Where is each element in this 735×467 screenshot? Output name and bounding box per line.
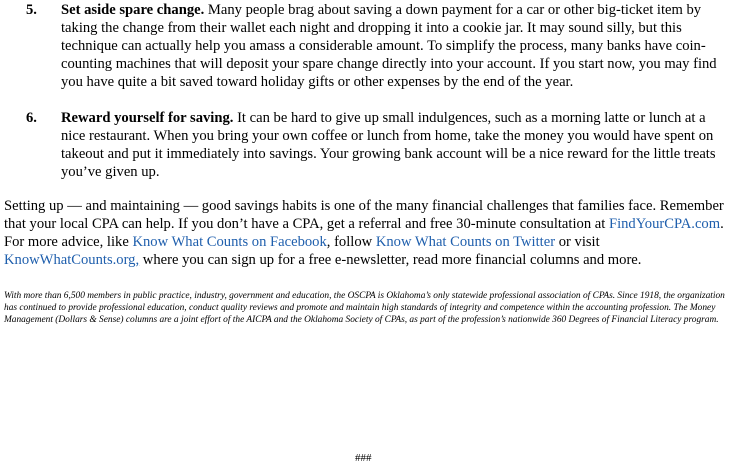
list-item-text: Many people brag about saving a down payment for a car or other big-ticket item by taking the change from their wallet each night and dropping it into a cookie jar. It may sound silly, but this technique can actually help you amass a considerable amount. To simplify the process, many banks have coin-counting machines that will deposit your spare change directly into your account. If you start now, you may find you have quite a bit saved toward holiday gifts or other expenses by the end of the year. xyxy=(61,2,717,90)
knowwhatcounts-link[interactable]: KnowWhatCounts.org xyxy=(4,252,136,268)
closing-paragraph xyxy=(4,197,732,269)
twitter-link[interactable]: Know What Counts on Twitter xyxy=(375,234,556,250)
list-item-text: It can be hard to give up small indulgences, such as a morning latte or lunch at a nice restaurant. When you bring your own coffee or lunch from home, take the money you would have spent on takeout and put it immediately into savings. Your growing bank account will be a nice reward for the little treats you’ve given up. xyxy=(61,110,716,180)
closing-text: , follow xyxy=(326,234,376,250)
closing-text: Setting up — and maintaining — good savings habits is one of the many financial challenges that families face. Remember that your local CPA can help. If you don’t have a CPA, get a referral and free 30-minute consultation at xyxy=(4,198,724,232)
list-item xyxy=(4,109,732,181)
knowwhatcounts-link-trail[interactable]: , xyxy=(135,252,140,268)
list-item-heading: Reward yourself for saving. xyxy=(61,110,234,126)
findyourcpa-link[interactable]: FindYourCPA.com xyxy=(608,216,721,232)
savings-tips-list xyxy=(4,1,732,181)
facebook-link[interactable]: Know What Counts on Facebook xyxy=(132,234,327,250)
document-body xyxy=(4,0,732,326)
about-oscpa-footnote: With more than 6,500 members in public practice, industry, government and education, the OSCPA is Oklahoma’s only statewide professional association of CPAs. Since 1918, the organization has continued to provide professional education, conduct quality reviews and promote and maintain high standards of integrity and competence within the accounting profession. The Money Management (Dollars & Sense) columns are a joint effort of the AICPA and the Oklahoma Society of CPAs, as part of the profession’s nationwide 360 Degrees of Financial Literacy program. xyxy=(4,291,725,325)
closing-text: . For more advice, like xyxy=(4,216,724,250)
closing-text: or visit xyxy=(555,234,600,250)
list-item-number: 5. xyxy=(26,2,37,18)
list-item-heading: Set aside spare change. xyxy=(61,2,205,18)
closing-text: where you can sign up for a free e-newsletter, read more financial columns and more. xyxy=(139,252,642,268)
end-mark: ### xyxy=(355,452,372,464)
list-item xyxy=(4,1,732,91)
list-item-number: 6. xyxy=(26,110,37,126)
